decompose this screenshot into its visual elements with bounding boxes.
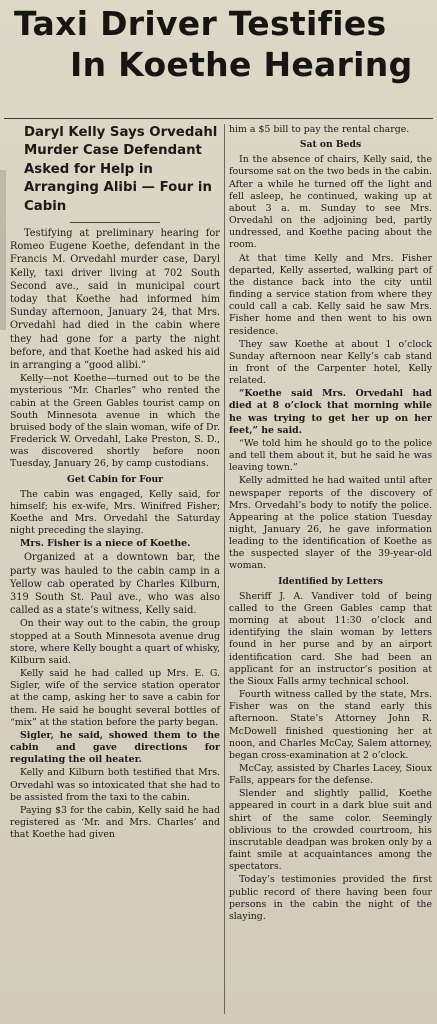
- body-paragraph: Kelly admitted he had waited until after newspaper reports of the discovery of Mrs. Orvedahl’s body to notify the police. Appearing at the police station Tuesday night, January 26, he gave information leading to the identification of Koethe as the suspected slayer of the 39-year-old woman.: [229, 475, 432, 572]
- body-paragraph: Fourth witness called by the state, Mrs. Fisher was on the stand early this afternoon. State’s Attorney John R. McDowell finished questioning her at noon, and Charles McCay, Salem attorney, began cross-examination at 2 o’clock.: [229, 689, 432, 761]
- headline: [8, 4, 433, 85]
- body-paragraph: They saw Koethe at about 1 o’clock Sunday afternoon near Kelly’s cab stand in front of the Carpenter hotel, Kelly related.: [229, 338, 432, 387]
- body-paragraph: McCay, assisted by Charles Lacey, Sioux Falls, appears for the defense.: [229, 762, 432, 787]
- body-paragraph: Kelly—not Koethe—turned out to be the mysterious “Mr. Charles” who rented the cabin at the Green Gables tourist camp on South Minnesota avenue in which the bruised body of the slain woman, wife of Dr. Frederick W. Orvedahl, Lake Preston, S. D., was discovered shortly before noon Tuesday, January 26, by camp custodians.: [10, 373, 220, 470]
- headline-line-2: In Koethe Hearing: [70, 45, 413, 84]
- column-rule: [224, 124, 225, 1014]
- body-paragraph: On their way out to the cabin, the group stopped at a South Minnesota avenue drug store, where Kelly bought a quart of whisky, Kilburn said.: [10, 618, 220, 666]
- right-column: [229, 124, 432, 924]
- subhead: Get Cabin for Four: [67, 473, 163, 485]
- bold-paragraph: “Koethe said Mrs. Orvedahl had died at 8 o’clock that morning while he was trying to get her up on her feet,” he said.: [229, 388, 432, 436]
- body-paragraph: Kelly and Kilburn both testified that Mrs. Orvedahl was so intoxicated that she had to be assisted from the taxi to the cabin.: [10, 767, 220, 803]
- body-paragraph: Paying $3 for the cabin, Kelly said he had registered as ‘Mr. and Mrs. Charles’ and that Koethe had given: [10, 804, 220, 841]
- body-paragraph: Today’s testimonies provided the first public record of there having been four persons in the cabin the night of the slaying.: [229, 874, 432, 922]
- body-paragraph: In the absence of chairs, Kelly said, the foursome sat on the two beds in the cabin. After a while he turned off the light and fell asleep, he continued, waking up at about 3 a. m. Sunday to see Mrs. Orvedahl on the adjoining bed, partly undressed, and Koethe pacing about the room.: [229, 154, 432, 251]
- page-edge-shadow: [0, 170, 6, 330]
- body-paragraph: The cabin was engaged, Kelly said, for himself; his ex-wife, Mrs. Winifred Fisher; Koethe and Mrs. Orvedahl the Saturday night preceding the slaying.: [10, 488, 220, 537]
- body-paragraph: Organized at a downtown bar, the party was hauled to the cabin camp in a Yellow cab operated by Charles Kilburn, 319 South St. Paul ave., who was also called as a state’s witness, Kelly said.: [10, 552, 220, 617]
- body-paragraph: him a $5 bill to pay the rental charge.: [229, 124, 410, 135]
- bold-paragraph: Mrs. Fisher is a niece of Koethe.: [20, 538, 191, 550]
- bold-paragraph: Sigler, he said, showed them to the cabin and gave directions for regulating the oil heater.: [10, 729, 220, 766]
- body-paragraph: Sheriff J. A. Vandiver told of being called to the Green Gables camp that morning at about 11:30 o’clock and identifying the slain woman by letters found in her purse and by an airport identification card. She had been an applicant for an instructor’s position at the Sioux Falls army technical school.: [229, 590, 432, 687]
- subhead: Sat on Beds: [299, 139, 362, 151]
- lead-paragraph: Testifying at preliminary hearing for Romeo Eugene Koethe, defendant in the Francis M. Orvedahl murder case, Daryl Kelly, taxi driver living at 702 South Second ave., said in municipal court today that Koethe had informed him Sunday afternoon, January 24, that Mrs. Orvedahl had died in the cabin where they had gone for a party the night before, and that Koethe had asked his aid in arranging a “good alibi.”: [10, 228, 220, 372]
- body-paragraph: Slender and slightly pallid, Koethe appeared in court in a dark blue suit and shirt of the same color. Seemingly oblivious to the crowded courtroom, his inscrutable deadpan was broken only by a faint smile at acquaintances among the spectators.: [229, 788, 432, 873]
- body-paragraph: “We told him he should go to the police and tell them about it, but he said he was leaving town.”: [229, 437, 432, 474]
- body-paragraph: Kelly said he had called up Mrs. E. G. Sigler, wife of the service station operator at the camp, asking her to save a cabin for them. He said he bought several bottles of “mix” at the station before the party began.: [10, 668, 220, 728]
- deck-rule: [70, 222, 160, 223]
- subhead: Identified by Letters: [278, 575, 383, 587]
- body-paragraph: At that time Kelly and Mrs. Fisher departed, Kelly asserted, walking part of the distance back into the city until finding a service station from where they could call a cab. Kelly said he saw Mrs. Fisher home and then went to his own residence.: [229, 252, 432, 337]
- deck-headline: Daryl Kelly Says Orvedahl Murder Case Defendant Asked for Help in Arranging Alibi — Four in Cabin: [24, 125, 218, 214]
- left-column: [10, 124, 220, 842]
- headline-line-1: Taxi Driver Testifies: [14, 4, 387, 43]
- headline-rule: [4, 118, 433, 119]
